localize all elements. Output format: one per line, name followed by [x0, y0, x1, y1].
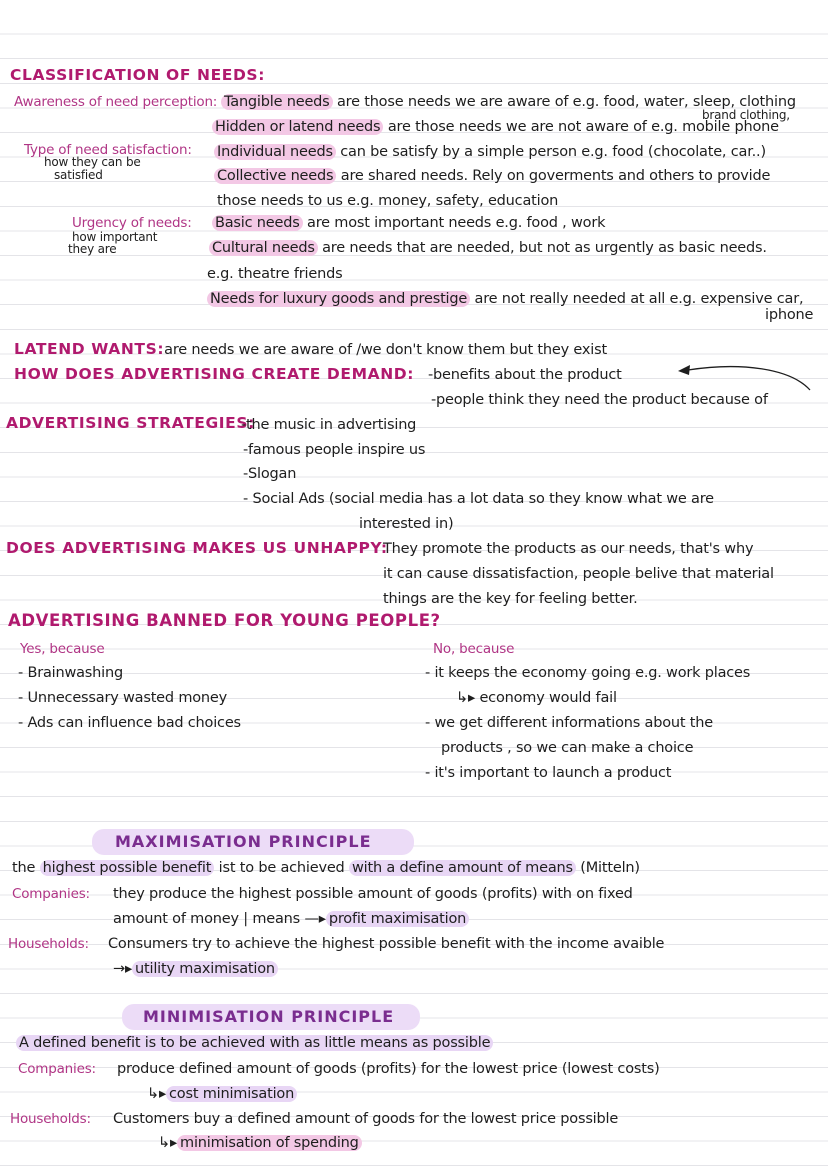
max-line-c: (Mitteln): [580, 860, 640, 876]
urgency-sub2: they are: [68, 242, 117, 256]
max-line-b: ist to be achieved: [218, 860, 345, 876]
yes-item-1: - Brainwashing: [18, 665, 123, 681]
luxury-term: Needs for luxury goods and prestige: [207, 291, 470, 307]
max-highlight-benefit: highest possible benefit: [40, 860, 215, 876]
classification-title: CLASSIFICATION OF NEEDS:: [10, 66, 265, 84]
min-line1-text: A defined benefit is to be achieved with as little means as possible: [16, 1035, 493, 1051]
urgency-sub1: how important: [72, 230, 158, 244]
basic-term: Basic needs: [212, 215, 303, 231]
cultural-rest: are needs that are needed, but not as urgently as basic needs.: [322, 240, 767, 256]
awareness-label: Awareness of need perception:: [14, 94, 218, 110]
yes-item-3: - Ads can influence bad choices: [18, 715, 241, 731]
no-item-1: - it keeps the economy going e.g. work places: [425, 665, 751, 681]
luxury-rest: are not really needed at all e.g. expensive car,: [474, 291, 804, 307]
min-households-label: Households:: [10, 1111, 91, 1127]
hidden-term: Hidden or latend needs: [212, 119, 383, 135]
unhappy-line-2: it can cause dissatisfaction, people belive that material: [383, 566, 774, 582]
yes-label: Yes, because: [20, 641, 105, 657]
return-arrow-icon: ↳▸: [158, 1135, 178, 1151]
strategy-item-1: -the music in advertising: [241, 417, 417, 433]
max-companies-result: profit maximisation: [326, 911, 469, 927]
latend-line: [14, 340, 607, 359]
maximisation-line: [12, 859, 640, 877]
luxury-line: [207, 290, 803, 308]
minimisation-title: MINIMISATION PRINCIPLE: [143, 1007, 395, 1026]
demand-point1: -benefits about the product: [428, 367, 622, 383]
max-companies-line2-row: [113, 910, 469, 928]
collective-rest: are shared needs. Rely on goverments and others to provide: [340, 168, 771, 184]
tangible-term: Tangible needs: [221, 94, 333, 110]
unhappy-line-1: They promote the products as our needs, that's why: [383, 541, 754, 557]
min-line1: [16, 1034, 493, 1052]
individual-term: Individual needs: [214, 144, 336, 160]
min-households-text: Customers buy a defined amount of goods for the lowest price possible: [113, 1111, 619, 1127]
max-households-text: Consumers try to achieve the highest possible benefit with the income avaible: [108, 936, 665, 952]
strategies-title: ADVERTISING STRATEGIES:: [6, 414, 255, 432]
no-arrow-line: [456, 689, 617, 707]
maximisation-title: MAXIMISATION PRINCIPLE: [115, 832, 372, 851]
yes-item-2: - Unnecessary wasted money: [18, 690, 228, 706]
luxury-line2: iphone: [765, 307, 814, 323]
arrow-right-icon: —▸: [304, 911, 326, 927]
type-label: Type of need satisfaction:: [24, 142, 192, 158]
return-arrow-icon: ↳▸: [456, 690, 476, 706]
no-continuation: products , so we can make a choice: [441, 740, 694, 756]
cultural-line2: e.g. theatre friends: [207, 266, 343, 282]
cultural-line: [209, 239, 767, 257]
strategy-item-4: - Social Ads (social media has a lot data so they know what we are: [243, 491, 714, 507]
latend-text: are needs we are aware of /we don't know them but they exist: [164, 342, 607, 358]
hidden-rest: are those needs we are not aware of e.g. mobile phone: [387, 119, 779, 135]
max-households-result: utility maximisation: [132, 961, 278, 977]
max-companies-line2: amount of money | means: [113, 911, 301, 927]
collective-line2: those needs to us e.g. money, safety, education: [217, 193, 559, 209]
arrow-right-icon: →▸: [113, 961, 133, 977]
demand-point2: -people think they need the product because of: [431, 392, 768, 408]
strategy-item-2: -famous people inspire us: [243, 442, 426, 458]
cultural-term: Cultural needs: [209, 240, 318, 256]
max-households-result-row: [113, 960, 278, 978]
max-line-a: the: [12, 860, 36, 876]
individual-rest: can be satisfy by a simple person e.g. food (chocolate, car..): [340, 144, 766, 160]
urgency-label: Urgency of needs:: [72, 215, 192, 231]
max-companies-label: Companies:: [12, 886, 90, 902]
min-households-result-row: [158, 1134, 362, 1152]
type-sub2: satisfied: [54, 168, 103, 182]
unhappy-title: DOES ADVERTISING MAKES US UNHAPPY:: [6, 539, 388, 557]
hidden-line: [212, 118, 779, 136]
max-highlight-means: with a define amount of means: [349, 860, 576, 876]
latend-title: LATEND WANTS:: [14, 340, 165, 358]
strategy-continuation: interested in): [359, 516, 454, 532]
basic-line: [212, 214, 605, 232]
max-companies-text: they produce the highest possible amount of goods (profits) with on fixed: [113, 886, 633, 902]
min-companies-label: Companies:: [18, 1061, 96, 1077]
min-companies-result-row: [147, 1085, 297, 1103]
collective-term: Collective needs: [214, 168, 336, 184]
type-sub1: how they can be: [44, 155, 141, 169]
unhappy-line-3: things are the key for feeling better.: [383, 591, 638, 607]
banned-title: ADVERTISING BANNED FOR YOUNG PEOPLE?: [8, 611, 441, 630]
curved-arrow-icon: [670, 360, 820, 400]
no-item-3: - it's important to launch a product: [425, 765, 672, 781]
individual-line: [214, 143, 766, 161]
max-households-label: Households:: [8, 936, 89, 952]
basic-rest: are most important needs e.g. food , work: [307, 215, 606, 231]
min-companies-text: produce defined amount of goods (profits) for the lowest price (lowest costs): [117, 1061, 660, 1077]
no-item-2: - we get different informations about the: [425, 715, 713, 731]
no-label: No, because: [433, 641, 515, 657]
tangible-rest: are those needs we are aware of e.g. food, water, sleep, clothing: [336, 94, 796, 110]
min-households-result: minimisation of spending: [177, 1135, 362, 1151]
strategy-item-3: -Slogan: [243, 466, 297, 482]
return-arrow-icon: ↳▸: [147, 1086, 167, 1102]
no-arrow-item: economy would fail: [479, 690, 617, 706]
demand-title: HOW DOES ADVERTISING CREATE DEMAND:: [14, 365, 415, 383]
min-companies-result: cost minimisation: [166, 1086, 297, 1102]
brand-clothing-note: brand clothing,: [702, 108, 790, 122]
collective-line: [214, 167, 770, 185]
